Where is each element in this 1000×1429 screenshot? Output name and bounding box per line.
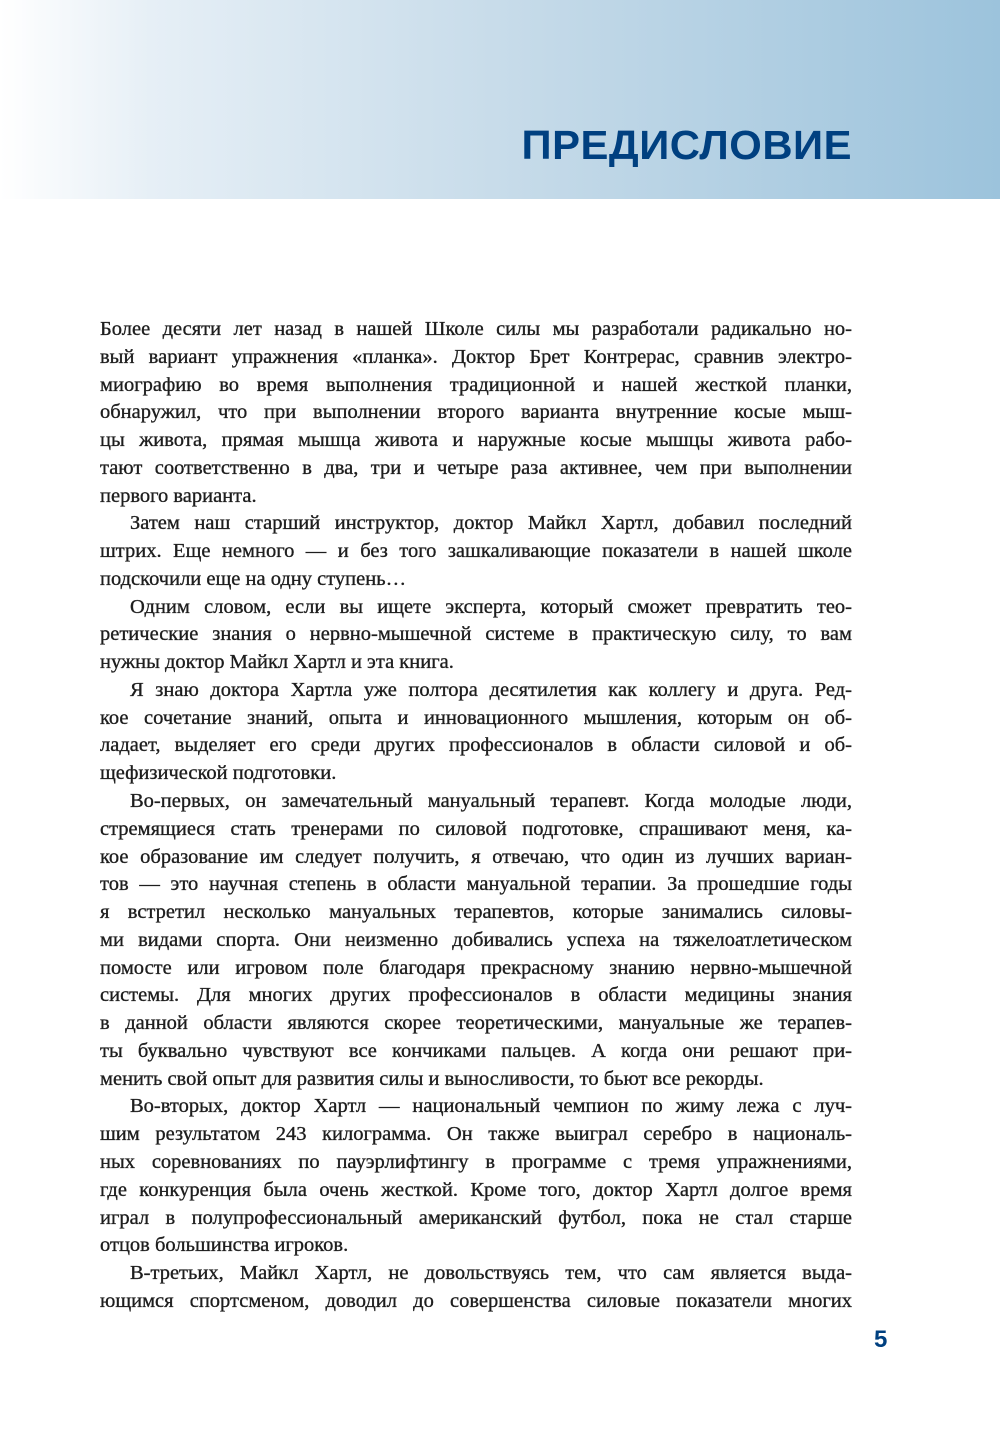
- text-line: менить свой опыт для развития силы и выносливости, то бьют все рекорды.: [100, 1067, 764, 1090]
- text-line: Более десяти лет назад в нашей Школе силы мы разработали радикально но-: [100, 318, 852, 340]
- text-line: штрих. Еще немного — и без того зашкаливающие показатели в нашей школе: [100, 540, 852, 563]
- text-line: первого варианта.: [100, 484, 257, 507]
- text-line: ющимся спортсменом, доводил до совершенства силовые показатели многих: [100, 1289, 852, 1312]
- text-line: помосте или игровом поле благодаря прекрасному знанию нервно-мышечной: [100, 956, 852, 979]
- text-line: тов — это научная степень в области мануальной терапии. За прошедшие годы: [100, 873, 852, 896]
- paragraph: [100, 1093, 852, 1260]
- text-line: В-третьих, Майкл Хартл, не довольствуясь тем, что сам является выда-: [130, 1262, 852, 1285]
- text-line: в данной области являются скорее теоретическими, мануальные же терапев-: [100, 1012, 852, 1035]
- body-text: [100, 316, 852, 1316]
- text-line: ты буквально чувствуют все кончиками пальцев. А когда они решают при-: [100, 1039, 852, 1062]
- text-line: подскочили еще на одну ступень…: [100, 567, 407, 590]
- text-line: я встретил несколько мануальных терапевтов, которые занимались силовы-: [100, 901, 852, 924]
- paragraph: [100, 594, 852, 677]
- text-line: нужны доктор Майкл Хартл и эта книга.: [100, 651, 454, 674]
- text-line: Во-вторых, доктор Хартл — национальный чемпион по жиму лежа с луч-: [130, 1095, 852, 1118]
- text-line: вый вариант упражнения «планка». Доктор Брет Контрерас, сравнив электро-: [100, 345, 852, 368]
- text-line: ных соревнованиях по пауэрлифтингу в программе с тремя упражнениями,: [100, 1150, 852, 1173]
- text-line: Одним словом, если вы ищете эксперта, который сможет превратить тео-: [130, 595, 852, 618]
- text-line: кое сочетание знаний, опыта и инновационного мышления, которым он об-: [100, 706, 852, 729]
- text-line: стремящиеся стать тренерами по силовой подготовке, спрашивают меня, ка-: [100, 817, 852, 840]
- paragraph: [100, 510, 852, 593]
- text-line: шим результатом 243 килограмма. Он также выиграл серебро в националь-: [100, 1123, 852, 1146]
- text-line: ми видами спорта. Они неизменно добивались успеха на тяжелоатлетическом: [100, 928, 852, 951]
- text-line: Во-первых, он замечательный мануальный терапевт. Когда молодые люди,: [130, 790, 852, 813]
- text-line: Затем наш старший инструктор, доктор Майкл Хартл, добавил последний: [130, 512, 852, 535]
- paragraph: [100, 316, 852, 510]
- text-line: обнаружил, что при выполнении второго варианта внутренние косые мыш-: [100, 401, 852, 424]
- text-line: кое образование им следует получить, я отвечаю, что один из лучших вариан-: [100, 845, 852, 868]
- text-line: где конкуренция была очень жесткой. Кроме того, доктор Хартл долгое время: [100, 1178, 852, 1201]
- text-line: миографию во время выполнения традиционной и нашей жесткой планки,: [100, 373, 852, 396]
- header-band: [0, 0, 1000, 199]
- text-line: тают соответственно в два, три и четыре раза активнее, чем при выполнении: [100, 456, 852, 479]
- text-line: системы. Для многих других профессионалов в области медицины знания: [100, 984, 852, 1007]
- page-number: 5: [874, 1326, 888, 1353]
- paragraph: [100, 1260, 852, 1316]
- paragraph: [100, 677, 852, 788]
- chapter-title: ПРЕДИСЛОВИЕ: [521, 122, 852, 168]
- text-line: отцов большинства игроков.: [100, 1234, 349, 1257]
- text-line: играл в полупрофессиональный американский футбол, пока не стал старше: [100, 1206, 852, 1229]
- text-line: ретические знания о нервно-мышечной системе в практическую силу, то вам: [100, 623, 852, 646]
- text-line: цы живота, прямая мышца живота и наружные косые мышцы живота рабо-: [100, 429, 852, 452]
- text-line: щефизической подготовки.: [100, 762, 337, 785]
- paragraph: [100, 788, 852, 1093]
- text-line: ладает, выделяет его среди других профессионалов в области силовой и об-: [100, 734, 852, 757]
- text-line: Я знаю доктора Хартла уже полтора десятилетия как коллегу и друга. Ред-: [130, 678, 852, 701]
